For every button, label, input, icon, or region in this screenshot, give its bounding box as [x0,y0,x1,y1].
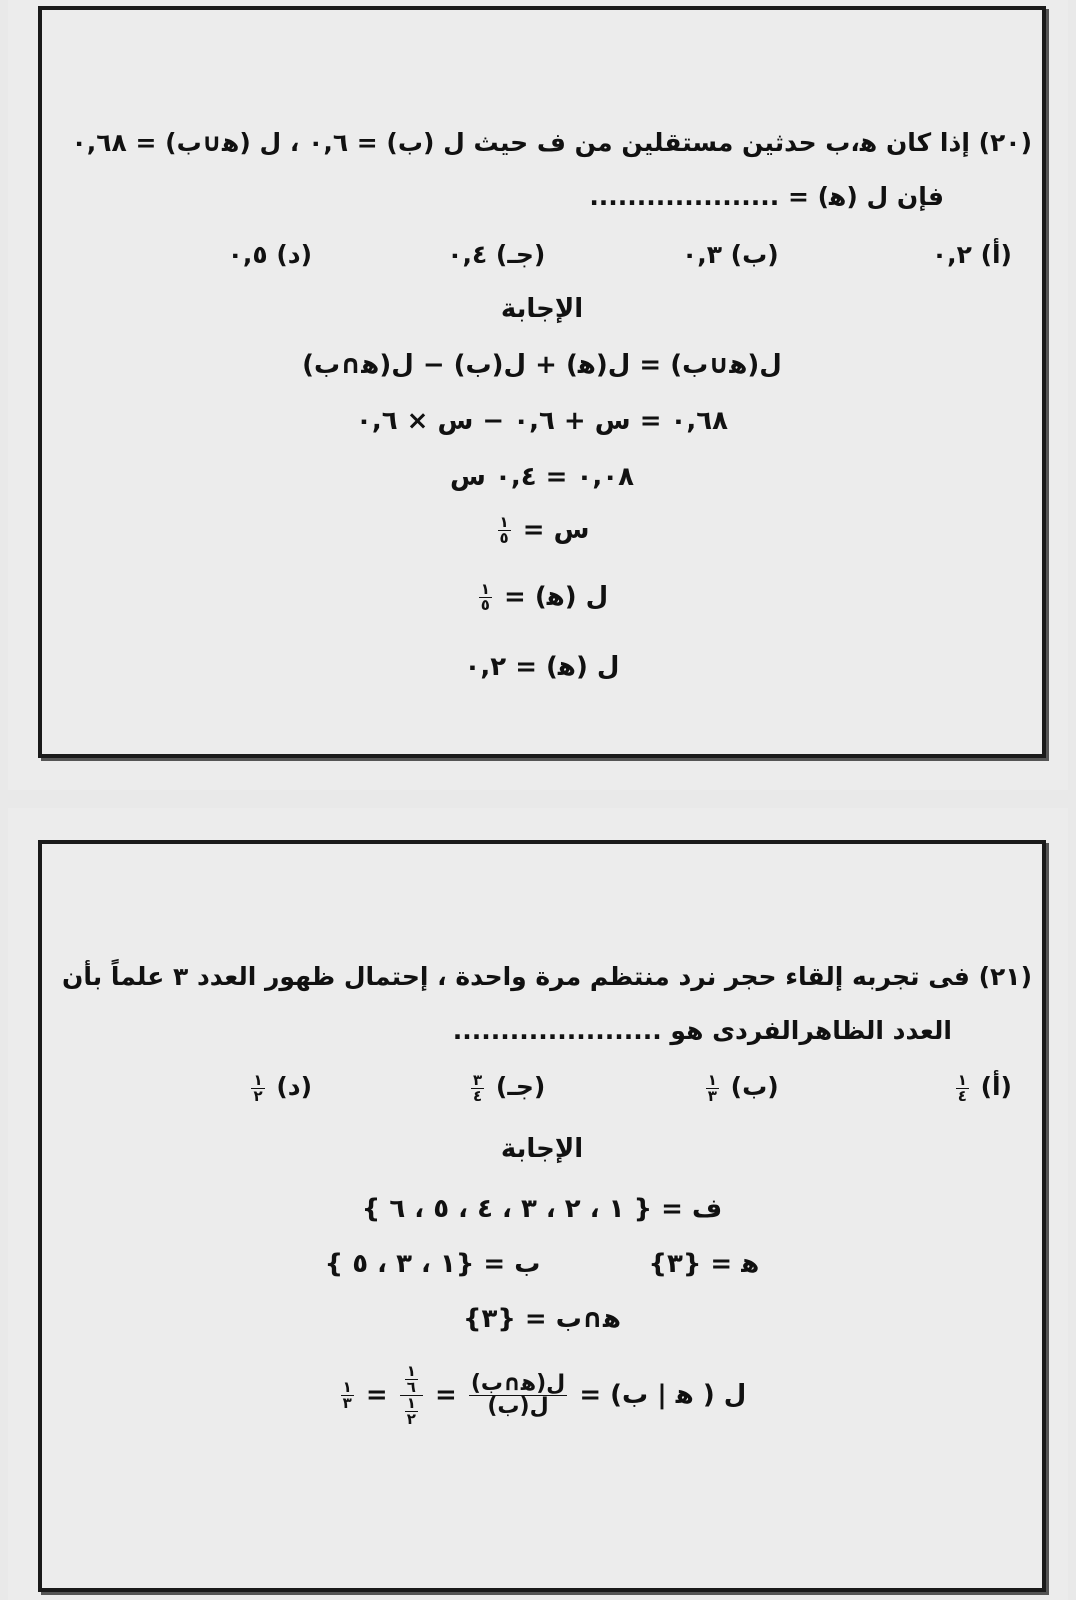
fraction [479,582,492,613]
fraction-denominator: ٣ [707,1086,717,1105]
option-a[interactable] [782,1072,1012,1104]
fraction-denominator: ل(ب) [487,1394,549,1419]
fraction-numerator: ١ [342,1378,352,1396]
fraction-numerator: ١ [406,1362,416,1380]
option-c[interactable] [315,1072,545,1104]
fraction [469,1373,567,1418]
option-a[interactable]: (أ) ٠,٢ [931,240,1012,269]
question-20-line-2: فإن ل (ﻫ) = .................... [589,182,944,211]
fraction [956,1070,969,1105]
fraction-numerator: ١ [499,513,509,531]
fraction [341,1380,354,1411]
fraction-denominator: ٢ [406,1410,416,1428]
step-3: ٠,٠٨ = ٠,٤ س [450,462,634,492]
question-20-frame [38,6,1046,758]
fraction-denominator: ٥ [480,596,490,614]
option-d-prefix: (د) [276,1072,312,1101]
option-a-prefix: (أ) [980,1072,1012,1101]
question-20-options [82,240,1012,269]
conditional-probability: ل ( ﻫ | ب) = $\frac{\text{ل(ﻫ∩ب)}}{\text{ل(ب)}}$ = $\frac{\frac{١}{٦}}{\frac{١}{٢}}$ = $\frac{١}{٣}$ [342,1362,747,1428]
intersection: ﻫ∩ب = {٣} [462,1304,622,1334]
option-d[interactable] [82,1072,312,1104]
compound-denominator [402,1396,421,1427]
step-1: ل(ﻫ∪ب) = ل(ﻫ) + ل(ب) − ل(ﻫ∩ب) [302,350,782,380]
step-2: ٠,٦٨ = س + ٠,٦ − س × ٠,٦ [355,406,729,436]
answer-heading: الإجابة [500,294,584,324]
question-21-line-1: (٢١) فى تجربه إلقاء حجر نرد منتظم مرة واحدة ، إحتمال ظهور العدد ٣ علماً بأن [62,962,1032,991]
fraction-numerator: ٣ [473,1070,483,1089]
fraction [471,1070,484,1105]
fraction [706,1070,719,1105]
fraction-numerator: ١ [480,580,490,598]
fraction [405,1396,418,1427]
fraction-numerator: ل(ﻫ∩ب) [470,1371,566,1396]
option-c[interactable]: (جـ) ٠,٤ [447,240,546,269]
page-1 [8,0,1068,790]
fraction-numerator: ١ [253,1070,263,1089]
conditional-lhs: ل ( ﻫ | ب) = [579,1380,747,1410]
fraction-numerator: ١ [707,1070,717,1089]
fraction [498,515,511,546]
fraction [251,1070,264,1105]
fraction-numerator: ١ [957,1070,967,1089]
fraction-numerator: ١ [406,1394,416,1412]
option-b[interactable] [549,1072,779,1104]
sample-space: ف = { ١ ، ٢ ، ٣ ، ٤ ، ٥ ، ٦ } [361,1194,723,1224]
fraction-denominator: ٤ [473,1086,483,1105]
compound-numerator [400,1364,423,1396]
compound-fraction [400,1364,423,1427]
question-21-frame [38,840,1046,1592]
fraction-denominator: ٢ [253,1086,263,1105]
step-6: ل (ﻫ) = ٠,٢ [464,652,620,682]
option-b[interactable]: (ب) ٠,٣ [681,240,779,269]
question-21-line-2: العدد الظاهرالفردى هو ...................... [452,1016,952,1045]
event-a: ﻫ = {٣} [648,1249,760,1279]
events-row [42,1249,1042,1279]
fraction [405,1364,418,1395]
fraction-denominator: ٣ [342,1394,352,1412]
question-20-line-1: (٢٠) إذا كان ﻫ،ب حدثين مستقلين من ف حيث ل (ب) = ٠,٦ ، ل (ﻫ∪ب) = ٠,٦٨ [71,128,1032,157]
option-b-prefix: (ب) [730,1072,779,1101]
page-2 [8,808,1068,1600]
step-5 [42,582,1042,613]
step-4 [42,515,1042,546]
fraction-denominator: ٥ [499,529,509,547]
step-4-text: س = [522,515,590,545]
option-d[interactable]: (د) ٠,٥ [227,240,312,269]
fraction-denominator: ٤ [957,1086,967,1105]
answer-heading: الإجابة [500,1134,584,1164]
question-21-options [82,1072,1012,1104]
option-c-prefix: (جـ) [495,1072,546,1101]
fraction-denominator: ٦ [406,1378,416,1396]
event-b: ب = {١ ، ٣ ، ٥ } [324,1249,541,1279]
step-5-text: ل (ﻫ) = [503,582,609,612]
